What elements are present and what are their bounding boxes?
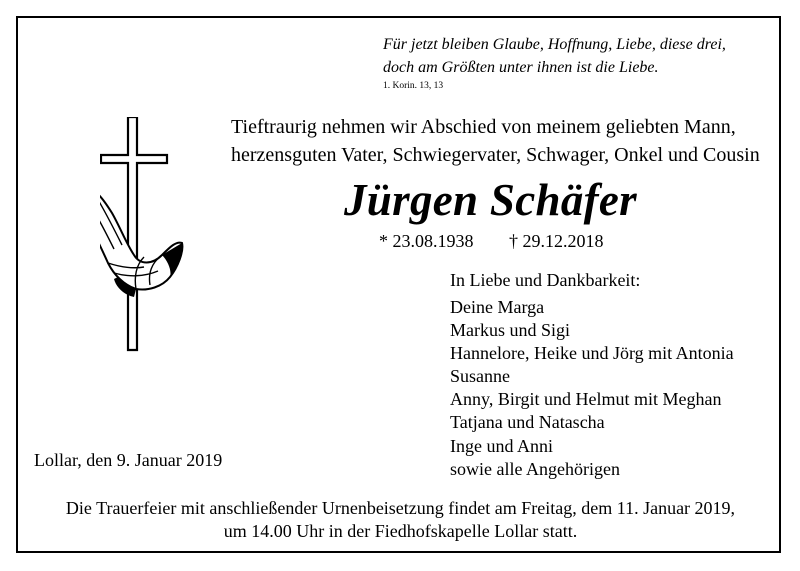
intro-text: [231, 113, 760, 169]
death-date: † 29.12.2018: [509, 231, 604, 251]
cross-icon: [100, 117, 190, 357]
list-item: Markus und Sigi: [450, 320, 571, 341]
list-item: Inge und Anni: [450, 435, 553, 456]
quote-line-2: doch am Größten unter ihnen ist die Liebe.: [383, 59, 659, 76]
quote-line-1: Für jetzt bleiben Glaube, Hoffnung, Liebe, diese drei,: [383, 36, 726, 53]
list-item: Tatjana und Natascha: [450, 412, 605, 433]
list-item: Anny, Birgit und Helmut mit Meghan: [450, 389, 722, 410]
list-item: Susanne: [450, 366, 510, 387]
intro-line-2: herzensguten Vater, Schwiegervater, Schwager, Onkel und Cousin: [231, 144, 760, 166]
mourners-heading: In Liebe und Dankbarkeit:: [450, 270, 641, 290]
list-item: sowie alle Angehörigen: [450, 458, 620, 479]
birth-date: * 23.08.1938: [379, 231, 474, 251]
quote-reference: 1. Korin. 13, 13: [383, 81, 444, 91]
intro-line-1: Tieftraurig nehmen wir Abschied von meinem geliebten Mann,: [231, 116, 736, 138]
place-and-date: Lollar, den 9. Januar 2019: [34, 450, 223, 470]
bible-quote: [383, 33, 726, 79]
list-item: Deine Marga: [450, 297, 545, 317]
service-line-1: Die Trauerfeier mit anschließender Urnenbeisetzung findet am Freitag, dem 11. Januar 2019,: [65, 498, 736, 518]
praying-hands-icon: [100, 190, 182, 297]
service-line-2: um 14.00 Uhr in der Fiedhofskapelle Lollar statt.: [223, 521, 578, 541]
deceased-name: Jürgen Schäfer: [344, 175, 637, 225]
mourners-list: [450, 296, 734, 481]
funeral-service-notice: [18, 497, 783, 543]
list-item: Hannelore, Heike und Jörg mit Antonia: [450, 343, 734, 364]
